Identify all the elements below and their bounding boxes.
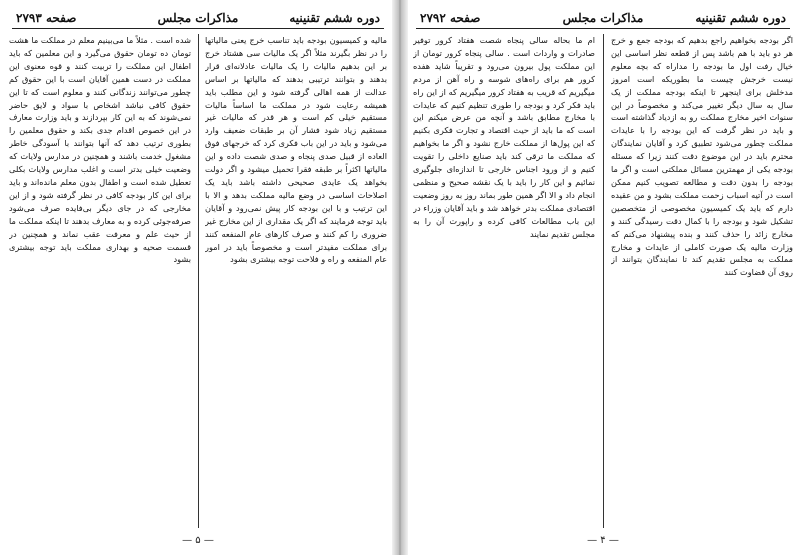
left-page-column-divider [198, 34, 199, 528]
right-page-right-column [611, 34, 793, 526]
left-page [6, 4, 390, 550]
left-page-session: دوره ششم تقنینیه [289, 11, 380, 25]
left-page-right-column-text: مالیه و کمیسیون بودجه باید تناسب خرج یعنی مالیاتها را در نظر بگیرند مثلاً اگر یک مالیات سی هشتاد خرج بر این بدهیم مالیات را یک مالیات عادلانه‌ای قرار بدهند و بتوانند ترتیبی بدهند که مالیاتها بر اساس عدالت از همه اهالی گرفته شود و این مطلب باید همیشه رعایت شود در مملکت ما اساساً مالیات مستقیم خیلی کم است و هر قدر که مالیات غیر مستقیم زیاد شود فشار آن بر طبقات ضعیف وارد می‌شود و باید در این باب فکری کرد که خرجهای فوق العاده از قبیل صدی پنجاه و صدی شصت داده و این مالیاتها اکثراً بر طبقه فقرا تحمیل میشود و اگر دولت بخواهد یک عایدی صحیحی داشته باشد باید یک اصلاحات اساسی در وضع مالیه مملکت بدهد و الا با این ترتیب و با این بودجه کار پیش نمی‌رود و آقایان باید توجه فرمایند که اگر یک مقداری از این مخارج غیر ضروری را کم کنند و صرف کارهای عام المنفعه کنند برای مملکت مفیدتر است و مخصوصاً باید در امور عام المنفعه و راه و فلاحت توجه بیشتری بشود [205, 35, 387, 265]
book-gutter [392, 0, 408, 555]
right-page-running-head [416, 8, 790, 29]
right-page-column-divider [603, 34, 604, 528]
left-page-book-title: مذاکرات مجلس [157, 11, 239, 25]
left-page-running-head [12, 8, 384, 29]
left-page-footer-number: — ۵ — [182, 535, 214, 546]
right-page-left-column-text: ام ما بحاله سالی پنجاه شصت هفتاد کرور توفیر صادرات و واردات است . سالی پنجاه کرور تومان از این مملکت پول بیرون می‌رود و تقریباً شاید هفده کرور هم برای راه‌های شوسه و راه آهن از مردم میگیریم که قریب به هفتاد کرور میگیریم که از این راه باید فکر کرد و بودجه را طوری تنظیم کنیم که عایدات با مخارج مطابق باشد و آنچه من عرض میکنم این است که ما باید از حیث اقتصاد و تجارت فکری بکنیم که این پول‌ها از مملکت خارج نشود و اگر ما بخواهیم که مملکت ما ترقی کند باید صنایع داخلی را تقویت کنیم و از ورود اجناس خارجی تا اندازه‌ای جلوگیری نمائیم و این کار را باید با یک نقشه صحیح و منظمی انجام داد و الا اگر همین طور بماند روز به روز وضعیت اقتصادی مملکت بدتر خواهد شد و باید آقایان وزراء در این باب مطالعات کافی کرده و راپورت آن را به مجلس تقدیم نمایند [413, 35, 595, 239]
right-page [410, 4, 796, 550]
left-page-left-column-text: شده است . مثلاً ما می‌بینیم معلم در مملکت ما هشت تومان ده تومان حقوق می‌گیرد و این معلمین که باید اطفال این مملکت را تربیت کنند و قوه معنوی این مملکت در دست همین آقایان است با این حقوق کم چطور می‌توانند زندگانی کنند و معلوم است که تا این حقوق کافی نباشد اشخاص با سواد و لایق حاضر نمی‌شوند که به این کار بپردازند و باید وزارت معارف در این خصوص اقدام جدی بکند و حقوق معلمین را بطوری ترتیب دهد که آنها بتوانند با آسودگی خاطر مشغول خدمت باشند و همچنین در مدارس ولایات که وضعیت خیلی بدتر است و اغلب مدارس ولایات بکلی تعطیل شده است و اطفال بدون معلم مانده‌اند و باید برای این کار بودجه کافی در نظر گرفته شود و از این مخارجی که در جای دیگر بی‌فایده صرف می‌شود صرفه‌جوئی کرده و به معارف بدهند تا اینکه مملکت ما از حیث علم و معرفت عقب نماند و همچنین در قسمت صحیه و بهداری مملکت باید توجه بیشتری بشود [9, 35, 191, 265]
left-page-right-column [205, 34, 387, 526]
right-page-book-title: مذاکرات مجلس [562, 11, 644, 25]
right-page-right-column-text: اگر بودجه بخواهیم راجع بدهیم که بودجه جمع و خرج هر دو باید با هم باشد پس از قطعه نظر اساسی این خیال رفت اول ما بودجه را مداراه که بچه معلوم نیست خرجش چیست ما بطوریکه است امروز مدخلش برای اینجهر تا اینکه بودجه مملکت از یک سال به سال دیگر تغییر می‌کند و مخصوصاً در این سنوات اخیر مخارج مملکت رو به ازدیاد گذاشته است و باید در نظر گرفت که این بودجه را با عایدات مملکت چطور می‌شود تطبیق کرد و آقایان نمایندگان محترم باید در این موضوع دقت کنند زیرا که مسئله بودجه یکی از مهمترین مسائل مملکتی است و اگر ما بودجه را بدون دقت و مطالعه تصویب کنیم ممکن است در آتیه اسباب زحمت مملکت بشود و من عقیده دارم که باید یک کمیسیون مخصوصی از متخصصین تشکیل شود و بودجه را با کمال دقت رسیدگی کنند و مخارج زائد را حذف کنند و بنده پیشنهاد می‌کنم که وزارت مالیه یک صورت کاملی از عایدات و مخارج مملکت به مجلس تقدیم کند تا نمایندگان بتوانند از روی آن قضاوت کنند [611, 35, 793, 278]
right-page-session: دوره ششم تقنینیه [695, 11, 786, 25]
left-page-left-column [9, 34, 191, 526]
right-page-left-column [413, 34, 595, 526]
right-page-number-label: صفحه ۲۷۹۲ [420, 11, 481, 25]
left-page-number-label: صفحه ۲۷۹۳ [16, 11, 77, 25]
right-page-footer-number: — ۴ — [587, 535, 619, 546]
